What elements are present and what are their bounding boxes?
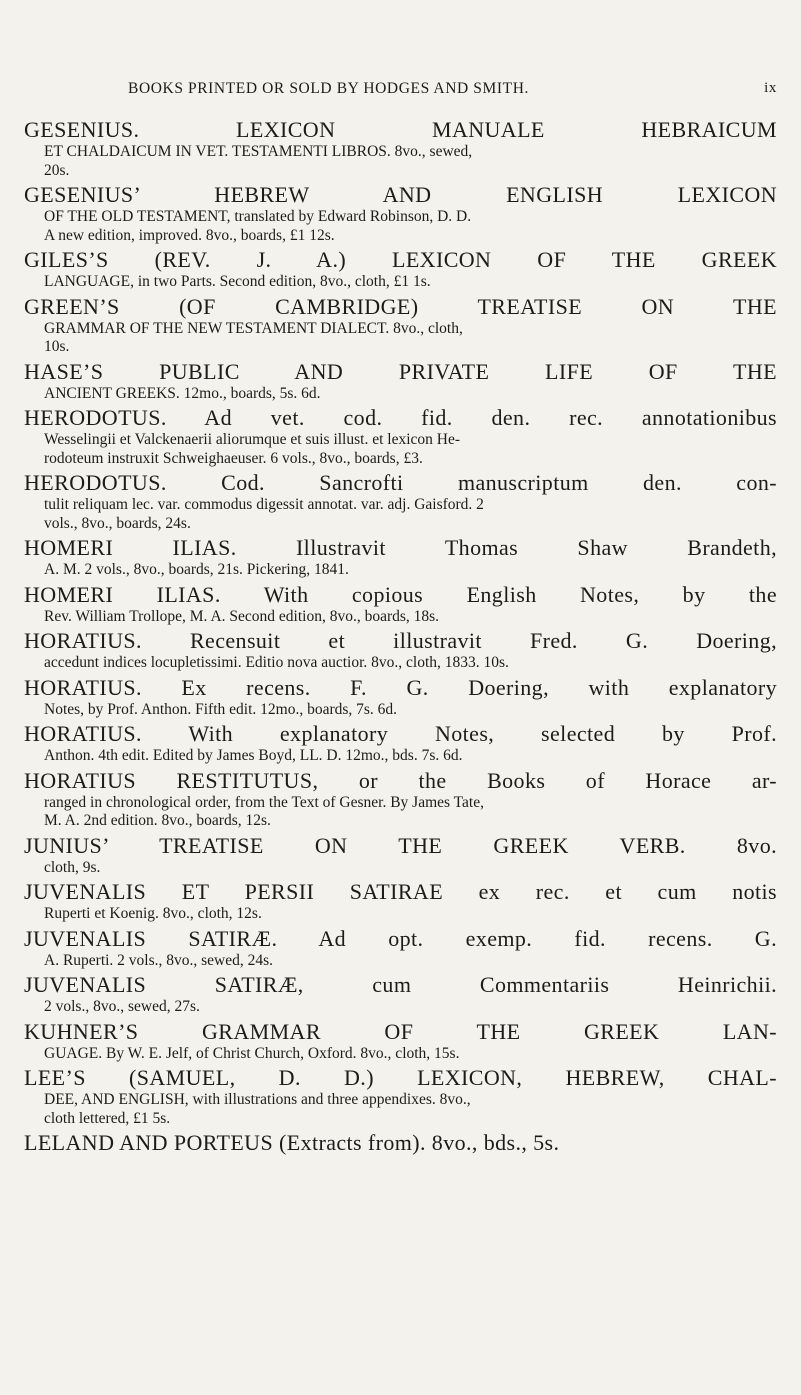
entry-heading-line: JUNIUS’ TREATISE ON THE GREEK VERB. 8vo.: [24, 832, 777, 858]
entry-continuation-line: Ruperti et Koenig. 8vo., cloth, 12s.: [44, 905, 262, 922]
entry-continuation-line: LANGUAGE, in two Parts. Second edition, 8vo., cloth, £1 1s.: [44, 273, 431, 290]
catalogue-entry: [24, 675, 777, 720]
entry-continuation-line: A. M. 2 vols., 8vo., boards, 21s. Pickering, 1841.: [44, 561, 349, 578]
entry-heading-line: JUVENALIS SATIRÆ. Ad opt. exemp. fid. recens. G.: [24, 925, 777, 951]
catalogue-entry: [24, 628, 777, 673]
entry-heading-line: HORATIUS. Recensuit et illustravit Fred. G. Doering,: [24, 628, 777, 653]
entry-heading-line: HORATIUS. With explanatory Notes, selected by Prof.: [24, 721, 777, 746]
running-head: [128, 80, 777, 100]
entry-heading-line: LELAND AND PORTEUS (Extracts from). 8vo., bds., 5s.: [24, 1130, 560, 1155]
entry-continuation-line: A. Ruperti. 2 vols., 8vo., sewed, 24s.: [44, 951, 274, 969]
running-head-title: BOOKS PRINTED OR SOLD BY HODGES AND SMITH.: [128, 80, 529, 97]
catalogue-entry: [24, 535, 777, 580]
entry-heading-line: HORATIUS. Ex recens. F. G. Doering, with explanatory: [24, 674, 777, 700]
entry-continuation-line: cloth lettered, £1 5s.: [44, 1109, 171, 1127]
entry-heading-line: HORATIUS RESTITUTUS, or the Books of Horace ar-: [24, 767, 777, 793]
entry-continuation-line: accedunt indices locupletissimi. Editio nova auctior. 8vo., cloth, 1833. 10s.: [44, 654, 509, 671]
catalogue-entry: [24, 721, 777, 766]
entry-continuation-line: rodoteum instruxit Schweighaeuser. 6 vols., 8vo., boards, £3.: [44, 449, 423, 467]
entry-continuation-line: DEE, AND ENGLISH, with illustrations and three appendixes. 8vo.,: [44, 1091, 471, 1108]
catalogue-entry: [24, 117, 777, 180]
entry-continuation-line: M. A. 2nd edition. 8vo., boards, 12s.: [44, 812, 271, 829]
catalogue-entry: [24, 1130, 777, 1156]
entry-continuation-line: cloth, 9s.: [44, 858, 101, 876]
page-number: ix: [764, 80, 777, 96]
catalogue-entry: [24, 1065, 777, 1128]
catalogue-entry: [24, 972, 777, 1017]
catalogue-entry: [24, 359, 777, 404]
entry-continuation-line: vols., 8vo., boards, 24s.: [44, 514, 191, 532]
entry-heading-line: JUVENALIS ET PERSII SATIRAE ex rec. et cum notis: [24, 879, 777, 904]
catalogue-entry: [24, 879, 777, 924]
entry-continuation-line: A new edition, improved. 8vo., boards, £1 12s.: [44, 226, 335, 244]
entry-continuation-line: OF THE OLD TESTAMENT, translated by Edward Robinson, D. D.: [44, 208, 472, 225]
catalogue-entry: [24, 1019, 777, 1064]
entry-heading-line: GILES’S (REV. J. A.) LEXICON OF THE GREEK: [24, 247, 777, 272]
entry-heading-line: GESENIUS’ HEBREW AND ENGLISH LEXICON: [24, 182, 777, 207]
entry-heading-line: GREEN’S (OF CAMBRIDGE) TREATISE ON THE: [24, 293, 777, 319]
catalogue-entry: [24, 247, 777, 292]
catalogue-entry: [24, 182, 777, 245]
entry-continuation-line: Notes, by Prof. Anthon. Fifth edit. 12mo., boards, 7s. 6d.: [44, 700, 398, 718]
entry-heading-line: JUVENALIS SATIRÆ, cum Commentariis Heinrichii.: [24, 972, 777, 997]
entry-continuation-line: Anthon. 4th edit. Edited by James Boyd, LL. D. 12mo., bds. 7s. 6d.: [44, 747, 463, 764]
entry-continuation-line: 2 vols., 8vo., sewed, 27s.: [44, 998, 200, 1015]
catalogue-entry: [24, 768, 777, 831]
catalogue-entry: [24, 470, 777, 533]
entry-continuation-line: GUAGE. By W. E. Jelf, of Christ Church, Oxford. 8vo., cloth, 15s.: [44, 1044, 460, 1062]
catalogue-entry: [24, 833, 777, 878]
entry-continuation-line: Wesselingii et Valckenaerii aliorumque et suis illust. et lexicon He-: [44, 431, 460, 448]
entry-heading-line: HERODOTUS. Ad vet. cod. fid. den. rec. annotationibus: [24, 405, 777, 430]
catalogue-entry: [24, 405, 777, 468]
catalogue-entry: [24, 294, 777, 357]
entry-heading-line: HOMERI ILIAS. With copious English Notes, by the: [24, 581, 777, 607]
entry-heading-line: LEE’S (SAMUEL, D. D.) LEXICON, HEBREW, CHAL-: [24, 1065, 777, 1090]
entry-heading-line: HASE’S PUBLIC AND PRIVATE LIFE OF THE: [24, 358, 777, 384]
entry-heading-line: GESENIUS. LEXICON MANUALE HEBRAICUM: [24, 117, 777, 142]
entry-continuation-line: GRAMMAR OF THE NEW TESTAMENT DIALECT. 8vo., cloth,: [44, 319, 463, 337]
entry-continuation-line: Rev. William Trollope, M. A. Second edition, 8vo., boards, 18s.: [44, 607, 440, 625]
entry-heading-line: KUHNER’S GRAMMAR OF THE GREEK LAN-: [24, 1018, 777, 1044]
entry-heading-line: HOMERI ILIAS. Illustravit Thomas Shaw Brandeth,: [24, 535, 777, 560]
entry-continuation-line: 20s.: [44, 161, 70, 179]
entry-heading-line: HERODOTUS. Cod. Sancrofti manuscriptum den. con-: [24, 470, 777, 495]
catalogue-entry: [24, 926, 777, 971]
entry-continuation-line: tulit reliquam lec. var. commodus digessit annotat. var. adj. Gaisford. 2: [44, 496, 484, 513]
entry-continuation-line: ANCIENT GREEKS. 12mo., boards, 5s. 6d.: [44, 384, 321, 402]
catalogue-entries: [24, 117, 777, 1158]
catalogue-entry: [24, 582, 777, 627]
entry-continuation-line: ET CHALDAICUM IN VET. TESTAMENTI LIBROS. 8vo., sewed,: [44, 143, 473, 160]
entry-continuation-line: 10s.: [44, 338, 70, 355]
entry-continuation-line: ranged in chronological order, from the Text of Gesner. By James Tate,: [44, 793, 484, 811]
